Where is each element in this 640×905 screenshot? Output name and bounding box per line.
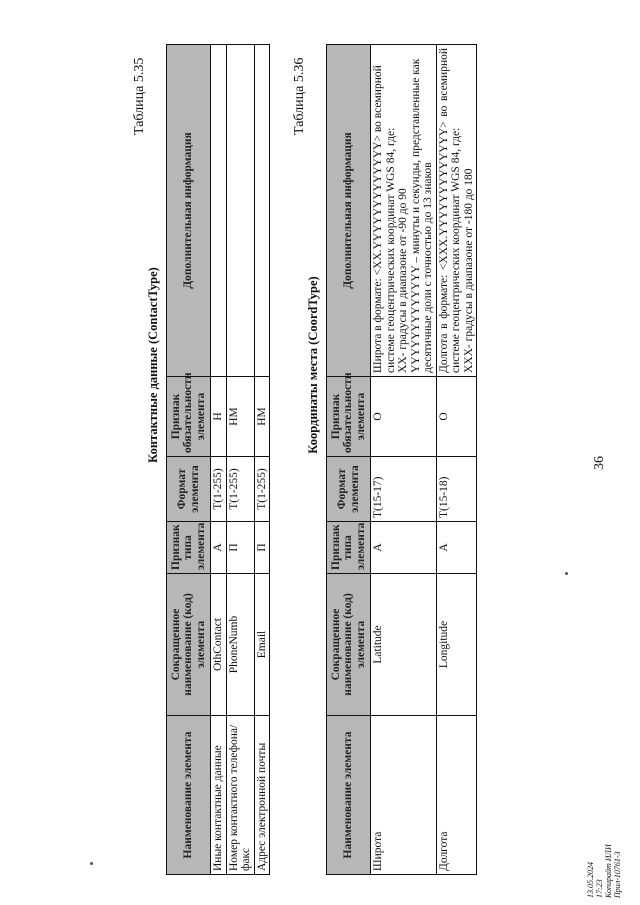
table-cell: НМ [254, 377, 270, 457]
table-cell: Иные контактные данные [211, 716, 227, 875]
header-cell: Признак обязательности элемента [167, 377, 211, 457]
table-cell: О [371, 377, 437, 457]
table-cell [211, 45, 227, 377]
table-cell: T(1-255) [254, 457, 270, 522]
contact-table [166, 44, 270, 875]
info-cell [436, 45, 477, 377]
header-cell: Наименование элемента [327, 716, 371, 875]
table-cell: Номер контактного телефона/факс [226, 716, 254, 875]
header-cell: Сокращенное наименование (код) элемента [327, 574, 371, 716]
table-number-5-36: Таблица 5.36 [292, 57, 307, 135]
header-cell: Сокращенное наименование (код) элемента [167, 574, 211, 716]
stamp-line-2: Копирайт ИЛИ Прил-10761-3 [604, 844, 622, 898]
table-cell: Широта [371, 716, 437, 875]
table-cell: T(1-255) [226, 457, 254, 522]
table-row [254, 45, 270, 875]
table-cell: П [226, 522, 254, 574]
table-cell: НМ [226, 377, 254, 457]
table-cell [254, 45, 270, 377]
info-cell [371, 45, 437, 377]
header-cell: Формат элемента [327, 457, 371, 522]
info-line: Широта в формате: <XX.YYYYYYYYYYYYY> во всемирной системе геоцентрических координат WGS 84, где: [372, 65, 397, 373]
table-cell: Долгота [436, 716, 477, 875]
table-cell: OthContact [211, 574, 227, 716]
table-cell: Н [211, 377, 227, 457]
stamp-line-1: 13.05.2024 17:23 [586, 862, 604, 898]
table-row [371, 45, 437, 875]
table-cell: T(15-18) [436, 457, 477, 522]
table-cell: Адрес электронной почты [254, 716, 270, 875]
header-cell: Признак типа элемента [167, 522, 211, 574]
table-cell: Email [254, 574, 270, 716]
table-cell: T(15-17) [371, 457, 437, 522]
table-cell: T(1-255) [211, 457, 227, 522]
table-title-contact: Контактные данные (ContactType) [146, 267, 160, 463]
info-line: Долгота в формате: <XXX.YYYYYYYYYYYYY> во всемирной системе геоцентрических координат WGS 84, где: [437, 48, 462, 373]
header-cell: Признак обязательности элемента [327, 377, 371, 457]
table-number-5-35: Таблица 5.35 [132, 57, 147, 135]
table-cell: О [436, 377, 477, 457]
header-cell: Дополнительная информация [167, 45, 211, 377]
header-cell: Признак типа элемента [327, 522, 371, 574]
table-header-row [327, 45, 371, 875]
table-cell: Latitude [371, 574, 437, 716]
timestamp-stamp [586, 844, 622, 898]
table-cell [226, 45, 254, 377]
info-line: XX- градусы в диапазоне от -90 до 90 [397, 188, 409, 373]
table-cell: А [436, 522, 477, 574]
table-cell: А [371, 522, 437, 574]
header-cell: Дополнительная информация [327, 45, 371, 377]
table-cell: А [211, 522, 227, 574]
coord-table [326, 44, 477, 875]
page-number: 36 [592, 456, 607, 470]
header-cell: Формат элемента [167, 457, 211, 522]
table-header-row [167, 45, 211, 875]
table-cell: Longitude [436, 574, 477, 716]
scan-mark [90, 862, 93, 865]
scan-mark [565, 572, 568, 575]
info-line: XXX- градусы в диапазоне от -180 до 180 [462, 168, 475, 373]
table-row [436, 45, 477, 875]
table-row [226, 45, 254, 875]
header-cell: Наименование элемента [167, 716, 211, 875]
table-row [211, 45, 227, 875]
table-cell: PhoneNumb [226, 574, 254, 716]
table-cell: П [254, 522, 270, 574]
table-title-coord: Координаты места (CoordType) [306, 276, 320, 454]
info-line: YYYYYYYYYYYYY – минуты и секунды, представленные как десятичные доли с точностью до 13 знаков [409, 58, 434, 373]
